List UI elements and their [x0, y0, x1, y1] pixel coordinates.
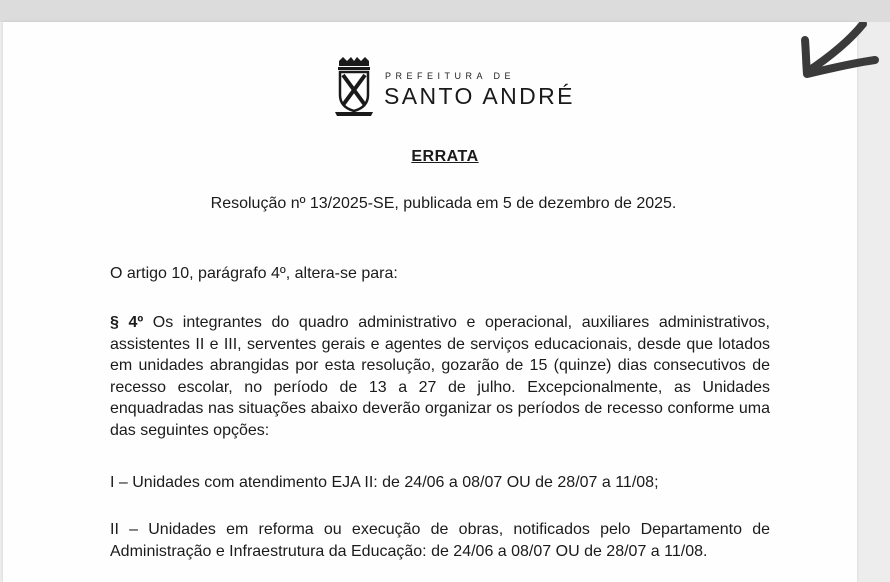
crest-icon — [333, 55, 375, 117]
intro-paragraph: O artigo 10, parágrafo 4º, altera-se para: — [110, 265, 398, 282]
section-paragraph — [110, 312, 770, 441]
item-1: I – Unidades com atendimento EJA II: de 24/06 a 08/07 OU de 28/07 a 11/08; — [110, 474, 659, 491]
arrow-icon — [795, 22, 885, 84]
item-2: II – Unidades em reforma ou execução de obras, notificados pelo Departamento de Administração e Infraestrutura da Educação: de 24/06 a 08/07 OU de 28/07 a 11/08. — [110, 521, 770, 560]
logo-title: SANTO ANDRÉ — [384, 83, 575, 109]
section-mark: § 4º — [110, 314, 144, 331]
logo-subtitle: PREFEITURA DE — [385, 71, 516, 81]
section-text: Os integrantes do quadro administrativo e operacional, auxiliares administrativos, assistentes II e III, serventes gerais e agentes de serviços educacionais, desde que lotados em unidades abrangidas por esta resolução, gozarão de 15 (quinze) dias consecutivos de recesso escolar, no período de 13 a 27 de julho. Excepcionalmente, as Unidades enquadradas nas situações abaixo deverão organizar os períodos de recesso conforme uma das seguintes opções: — [110, 314, 770, 439]
document-subtitle: Resolução nº 13/2025-SE, publicada em 5 de dezembro de 2025. — [210, 195, 677, 212]
document-heading: ERRATA — [411, 148, 479, 165]
prefeitura-logo — [333, 55, 573, 117]
top-band — [0, 0, 890, 22]
